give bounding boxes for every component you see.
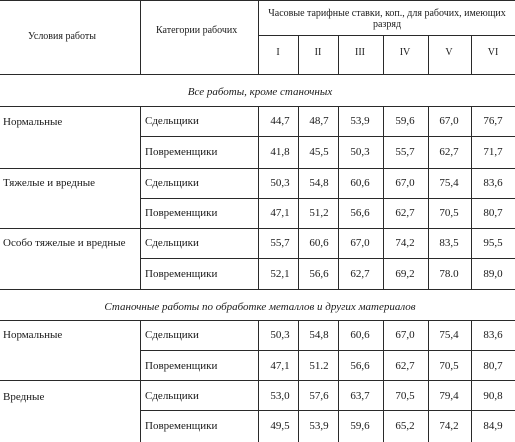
grade-header: II xyxy=(314,47,322,58)
rate-cell: 62,7 xyxy=(350,268,370,280)
rate-cell: 54,8 xyxy=(309,329,329,341)
category-label: Сдельщики xyxy=(145,177,199,189)
category-label: Повременщики xyxy=(145,360,218,372)
row-rule xyxy=(140,198,515,199)
rate-cell: 57,6 xyxy=(309,390,329,402)
row-rule xyxy=(0,380,515,381)
rate-cell: 83,6 xyxy=(483,177,503,189)
category-label: Сдельщики xyxy=(145,390,199,402)
grade-divider-3 xyxy=(383,35,384,74)
category-label: Повременщики xyxy=(145,420,218,432)
row-rule xyxy=(140,136,515,137)
rate-cell: 45,5 xyxy=(309,146,329,158)
row-rule xyxy=(0,106,515,107)
rate-cell: 63,7 xyxy=(350,390,370,402)
body-divider xyxy=(140,320,141,442)
row-rule xyxy=(140,350,515,351)
rate-cell: 67,0 xyxy=(439,115,459,127)
rate-cell: 70,5 xyxy=(439,207,459,219)
rate-cell: 56,6 xyxy=(309,268,329,280)
rate-cell: 79,4 xyxy=(439,390,459,402)
grade-header: VI xyxy=(487,47,499,58)
section-title: Все работы, кроме станочных xyxy=(187,86,333,98)
rate-cell: 59,6 xyxy=(395,115,415,127)
rate-cell: 67,0 xyxy=(395,177,415,189)
rate-cell: 62,7 xyxy=(395,207,415,219)
header-sub-rule xyxy=(258,35,515,36)
rate-cell: 52,1 xyxy=(270,268,290,280)
rate-cell: 78.0 xyxy=(439,268,459,280)
body-divider xyxy=(383,320,384,442)
rate-cell: 47,1 xyxy=(270,207,290,219)
row-rule xyxy=(0,289,515,290)
row-rule xyxy=(0,228,515,229)
rate-cell: 51.2 xyxy=(309,360,329,372)
grade-divider-2 xyxy=(338,35,339,74)
rate-cell: 67,0 xyxy=(395,329,415,341)
condition-label: Нормальные xyxy=(3,329,63,341)
body-divider xyxy=(428,320,429,442)
body-divider xyxy=(298,320,299,442)
rate-cell: 65,2 xyxy=(395,420,415,432)
rate-cell: 70,5 xyxy=(395,390,415,402)
category-label: Сдельщики xyxy=(145,329,199,341)
rate-cell: 60,6 xyxy=(350,329,370,341)
rate-cell: 83,6 xyxy=(483,329,503,341)
rate-cell: 56,6 xyxy=(350,207,370,219)
grade-header: III xyxy=(355,47,365,58)
grade-divider-4 xyxy=(428,35,429,74)
rate-cell: 70,5 xyxy=(439,360,459,372)
rate-cell: 50,3 xyxy=(270,329,290,341)
rate-cell: 60,6 xyxy=(350,177,370,189)
section-title: Станочные работы по обработке металлов и других материалов xyxy=(104,301,416,313)
rate-cell: 50,3 xyxy=(270,177,290,189)
rate-cell: 49,5 xyxy=(270,420,290,432)
rate-cell: 55,7 xyxy=(270,237,290,249)
rate-cell: 44,7 xyxy=(270,115,290,127)
condition-label: Тяжелые и вредные xyxy=(3,177,96,189)
grade-header: IV xyxy=(399,47,411,58)
rate-cell: 84,9 xyxy=(483,420,503,432)
rate-cell: 48,7 xyxy=(309,115,329,127)
col-header-rates xyxy=(262,8,512,30)
rate-cell: 89,0 xyxy=(483,268,503,280)
rate-cell: 53,0 xyxy=(270,390,290,402)
row-rule xyxy=(140,258,515,259)
rate-cell: 90,8 xyxy=(483,390,503,402)
rate-cell: 53,9 xyxy=(350,115,370,127)
rate-cell: 83,5 xyxy=(439,237,459,249)
body-divider xyxy=(258,320,259,442)
row-rule xyxy=(0,320,515,321)
rate-cell: 41,8 xyxy=(270,146,290,158)
rate-cell: 74,2 xyxy=(395,237,415,249)
category-label: Повременщики xyxy=(145,207,218,219)
body-divider xyxy=(471,320,472,442)
category-label: Сдельщики xyxy=(145,237,199,249)
rate-cell: 54,8 xyxy=(309,177,329,189)
condition-label: Особо тяжелые и вредные xyxy=(3,237,126,249)
row-rule xyxy=(0,168,515,169)
rate-cell: 69,2 xyxy=(395,268,415,280)
grade-divider-1 xyxy=(298,35,299,74)
rate-cell: 75,4 xyxy=(439,177,459,189)
category-label: Повременщики xyxy=(145,146,218,158)
condition-label: Нормальные xyxy=(3,116,63,128)
rate-cell: 75,4 xyxy=(439,329,459,341)
category-label: Повременщики xyxy=(145,268,218,280)
col-header-category: Категории рабочих xyxy=(156,25,238,36)
grade-header: I xyxy=(276,47,280,58)
col-header-conditions: Условия работы xyxy=(28,31,96,42)
rate-cell: 47,1 xyxy=(270,360,290,372)
grade-header: V xyxy=(445,47,453,58)
header-bottom-rule xyxy=(0,74,515,75)
rate-cell: 55,7 xyxy=(395,146,415,158)
rate-cell: 67,0 xyxy=(350,237,370,249)
rate-cell: 74,2 xyxy=(439,420,459,432)
rate-cell: 80,7 xyxy=(483,360,503,372)
rate-cell: 62,7 xyxy=(395,360,415,372)
rate-cell: 95,5 xyxy=(483,237,503,249)
rate-cell: 62,7 xyxy=(439,146,459,158)
rate-cell: 56,6 xyxy=(350,360,370,372)
header-divider-1 xyxy=(140,0,141,74)
header-divider-2 xyxy=(258,0,259,74)
rate-cell: 53,9 xyxy=(309,420,329,432)
grade-divider-5 xyxy=(471,35,472,74)
row-rule xyxy=(140,410,515,411)
rate-cell: 80,7 xyxy=(483,207,503,219)
col-header-rates-text: Часовые тарифные ставки, коп., для рабочих, имеющих разряд xyxy=(268,8,506,30)
rate-cell: 60,6 xyxy=(309,237,329,249)
rate-cell: 51,2 xyxy=(309,207,329,219)
body-divider xyxy=(338,320,339,442)
rate-cell: 71,7 xyxy=(483,146,503,158)
rate-cell: 59,6 xyxy=(350,420,370,432)
category-label: Сдельщики xyxy=(145,115,199,127)
condition-label: Вредные xyxy=(3,391,45,403)
rate-cell: 50,3 xyxy=(350,146,370,158)
rate-cell: 76,7 xyxy=(483,115,503,127)
